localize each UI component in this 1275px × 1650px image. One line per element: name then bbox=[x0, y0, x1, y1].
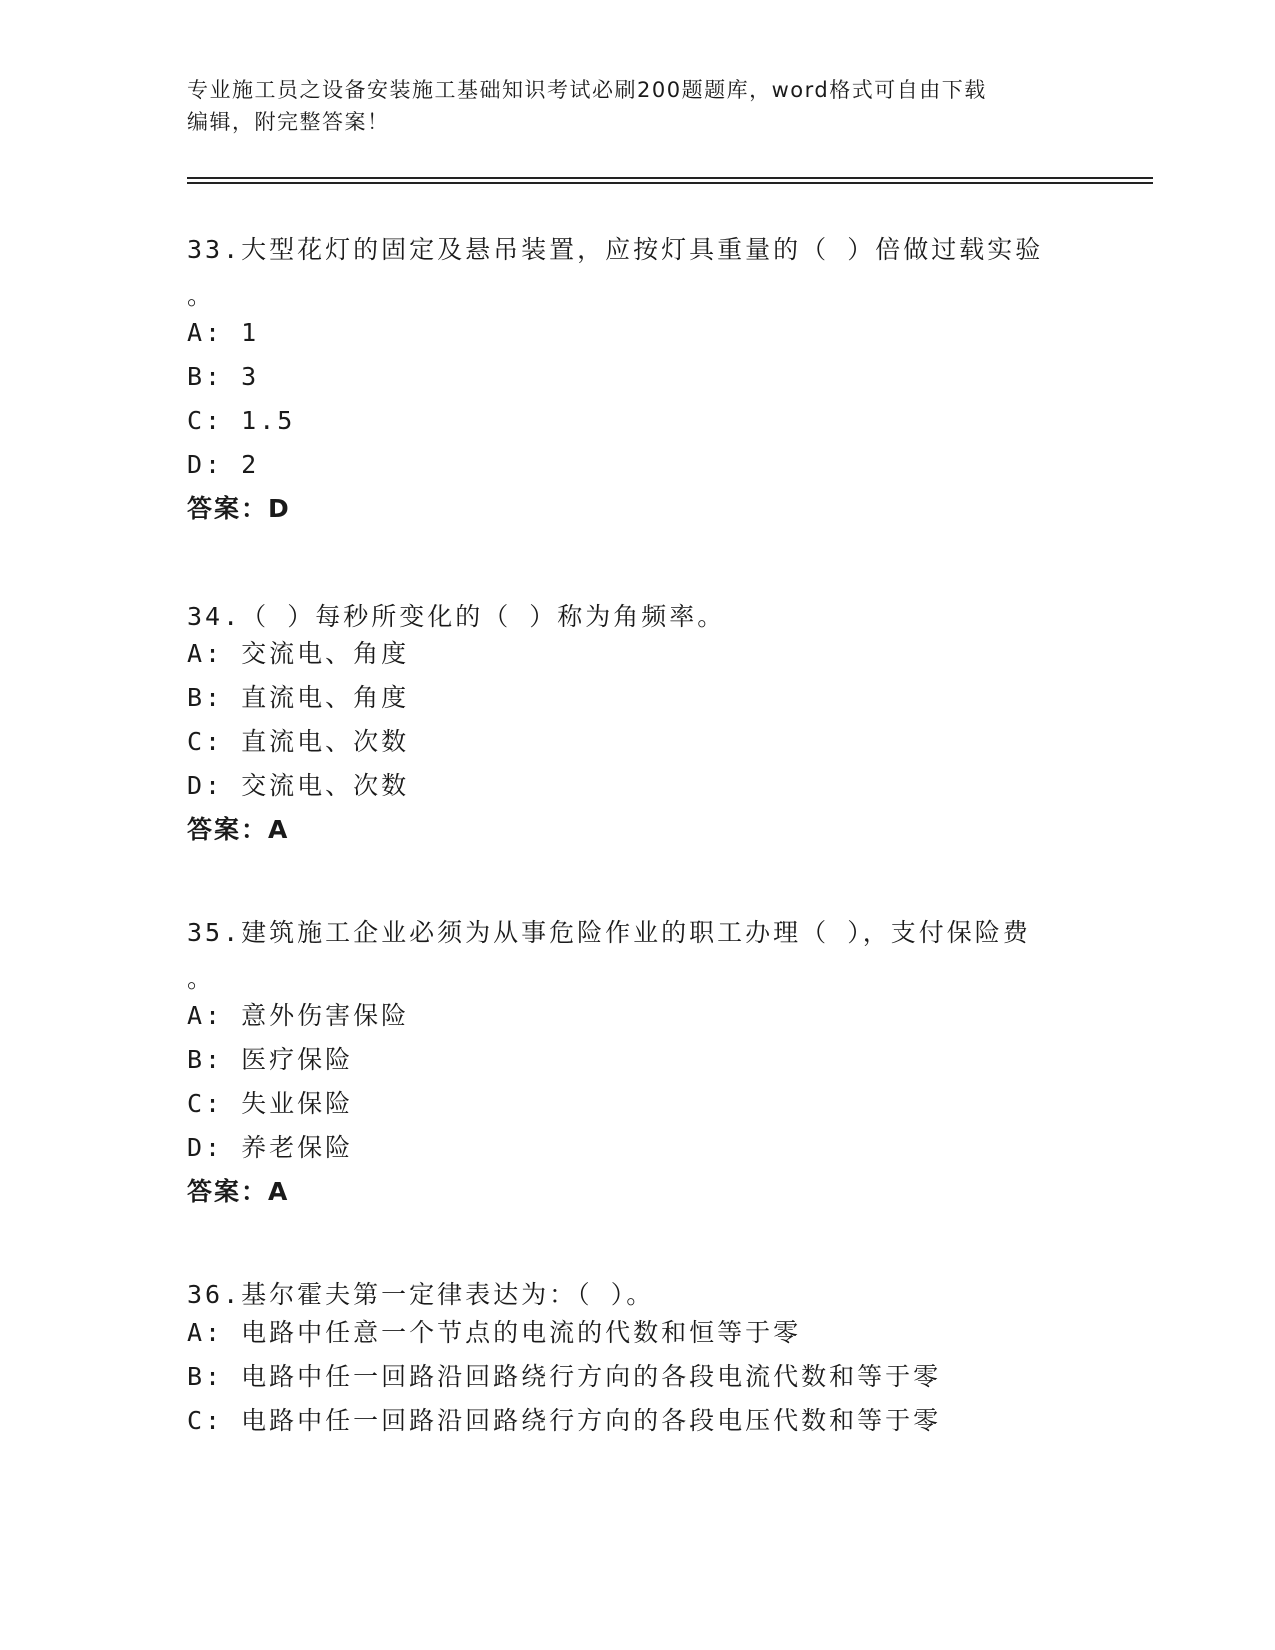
question-34-option-b: B: 直流电、角度 bbox=[187, 683, 410, 712]
question-33-title: 33.大型花灯的固定及悬吊装置，应按灯具重量的（ ）倍做过载实验 bbox=[187, 235, 1044, 264]
question-35-option-d: D: 养老保险 bbox=[187, 1133, 354, 1162]
question-36-title: 36.基尔霍夫第一定律表达为：（ ）。 bbox=[187, 1280, 655, 1309]
question-36-option-a: A: 电路中任意一个节点的电流的代数和恒等于零 bbox=[187, 1318, 802, 1347]
question-33-option-b: B: 3 bbox=[187, 362, 260, 391]
question-34-answer: 答案：A bbox=[187, 815, 290, 844]
question-35-title-continuation: 。 bbox=[187, 964, 216, 993]
question-34-option-d: D: 交流电、次数 bbox=[187, 771, 410, 800]
question-34-option-a: A: 交流电、角度 bbox=[187, 639, 410, 668]
question-33-answer: 答案：D bbox=[187, 494, 291, 523]
header-rule-bottom bbox=[187, 182, 1153, 184]
question-34-option-c: C: 直流电、次数 bbox=[187, 727, 410, 756]
question-36-option-c: C: 电路中任一回路沿回路绕行方向的各段电压代数和等于零 bbox=[187, 1406, 942, 1435]
question-36-option-b: B: 电路中任一回路沿回路绕行方向的各段电流代数和等于零 bbox=[187, 1362, 942, 1391]
question-33-option-a: A: 1 bbox=[187, 318, 260, 347]
header-line-1: 专业施工员之设备安装施工基础知识考试必刷200题题库，word格式可自由下载 bbox=[187, 78, 987, 102]
question-35-option-a: A: 意外伤害保险 bbox=[187, 1001, 410, 1030]
header-line-2: 编辑，附完整答案！ bbox=[187, 110, 390, 134]
question-33-title-continuation: 。 bbox=[187, 281, 216, 310]
question-33-option-d: D: 2 bbox=[187, 450, 260, 479]
question-33-option-c: C: 1.5 bbox=[187, 406, 296, 435]
question-35-option-b: B: 医疗保险 bbox=[187, 1045, 354, 1074]
question-35-option-c: C: 失业保险 bbox=[187, 1089, 354, 1118]
question-34-title: 34.（ ）每秒所变化的（ ）称为角频率。 bbox=[187, 602, 726, 631]
header-rule-top bbox=[187, 177, 1153, 179]
question-35-answer: 答案：A bbox=[187, 1177, 290, 1206]
question-35-title: 35.建筑施工企业必须为从事危险作业的职工办理（ ），支付保险费 bbox=[187, 918, 1031, 947]
document-header bbox=[187, 74, 1067, 138]
